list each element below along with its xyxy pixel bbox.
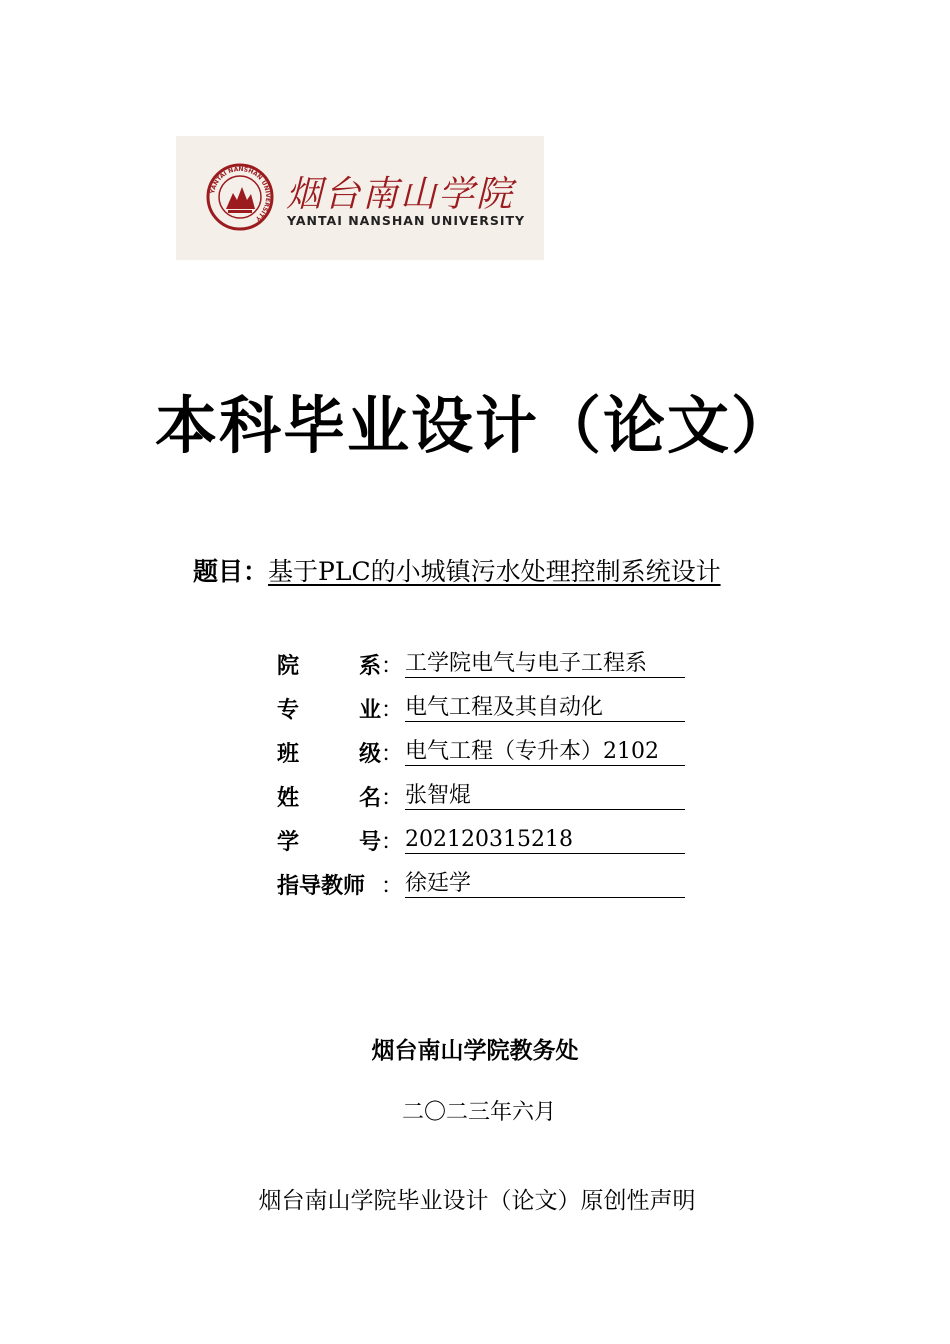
class-label: 班 级 xyxy=(277,741,381,767)
academic-affairs-office: 烟台南山学院教务处 xyxy=(371,1038,579,1064)
logo-english-name: YANTAI NANSHAN UNIVERSITY xyxy=(287,213,526,228)
student-id-value: 202120315218 xyxy=(405,827,685,854)
topic-value: 基于PLC的小城镇污水处理控制系统设计 xyxy=(268,557,721,586)
major-value: 电气工程及其自动化 xyxy=(405,695,685,722)
info-row-name: 姓 名 ： 张智焜 xyxy=(277,774,685,818)
page-title: 本科毕业设计（论文） xyxy=(154,389,795,462)
student-id-label: 学 号 xyxy=(277,829,381,855)
info-row-class: 班 级 ： 电气工程（专升本）2102 xyxy=(277,730,685,774)
department-value: 工学院电气与电子工程系 xyxy=(405,651,685,678)
university-seal-icon xyxy=(206,163,274,231)
info-row-department: 院 系 ： 工学院电气与电子工程系 xyxy=(277,642,685,686)
department-label: 院 系 xyxy=(277,653,381,679)
student-info xyxy=(277,642,685,906)
seal-text: YANTAI NANSHAN UNIVERSITY xyxy=(209,165,272,223)
info-row-student-id: 学 号 ： 202120315218 xyxy=(277,818,685,862)
advisor-value: 徐廷学 xyxy=(405,871,685,898)
topic-label: 题目： xyxy=(193,557,269,586)
submission-date: 二〇二三年六月 xyxy=(401,1100,556,1125)
originality-declaration-heading: 烟台南山学院毕业设计（论文）原创性声明 xyxy=(258,1188,696,1214)
class-value: 电气工程（专升本）2102 xyxy=(405,739,685,766)
info-row-major: 专 业 ： 电气工程及其自动化 xyxy=(277,686,685,730)
advisor-label: 指导教师 xyxy=(277,873,366,899)
major-label: 专 业 xyxy=(277,697,381,723)
name-label: 姓 名 xyxy=(277,785,381,811)
name-value: 张智焜 xyxy=(405,783,685,810)
info-row-advisor: 指导教师 ： 徐廷学 xyxy=(277,862,685,906)
logo-chinese-name: 烟台南山学院 xyxy=(286,174,515,215)
thesis-topic xyxy=(193,552,721,588)
